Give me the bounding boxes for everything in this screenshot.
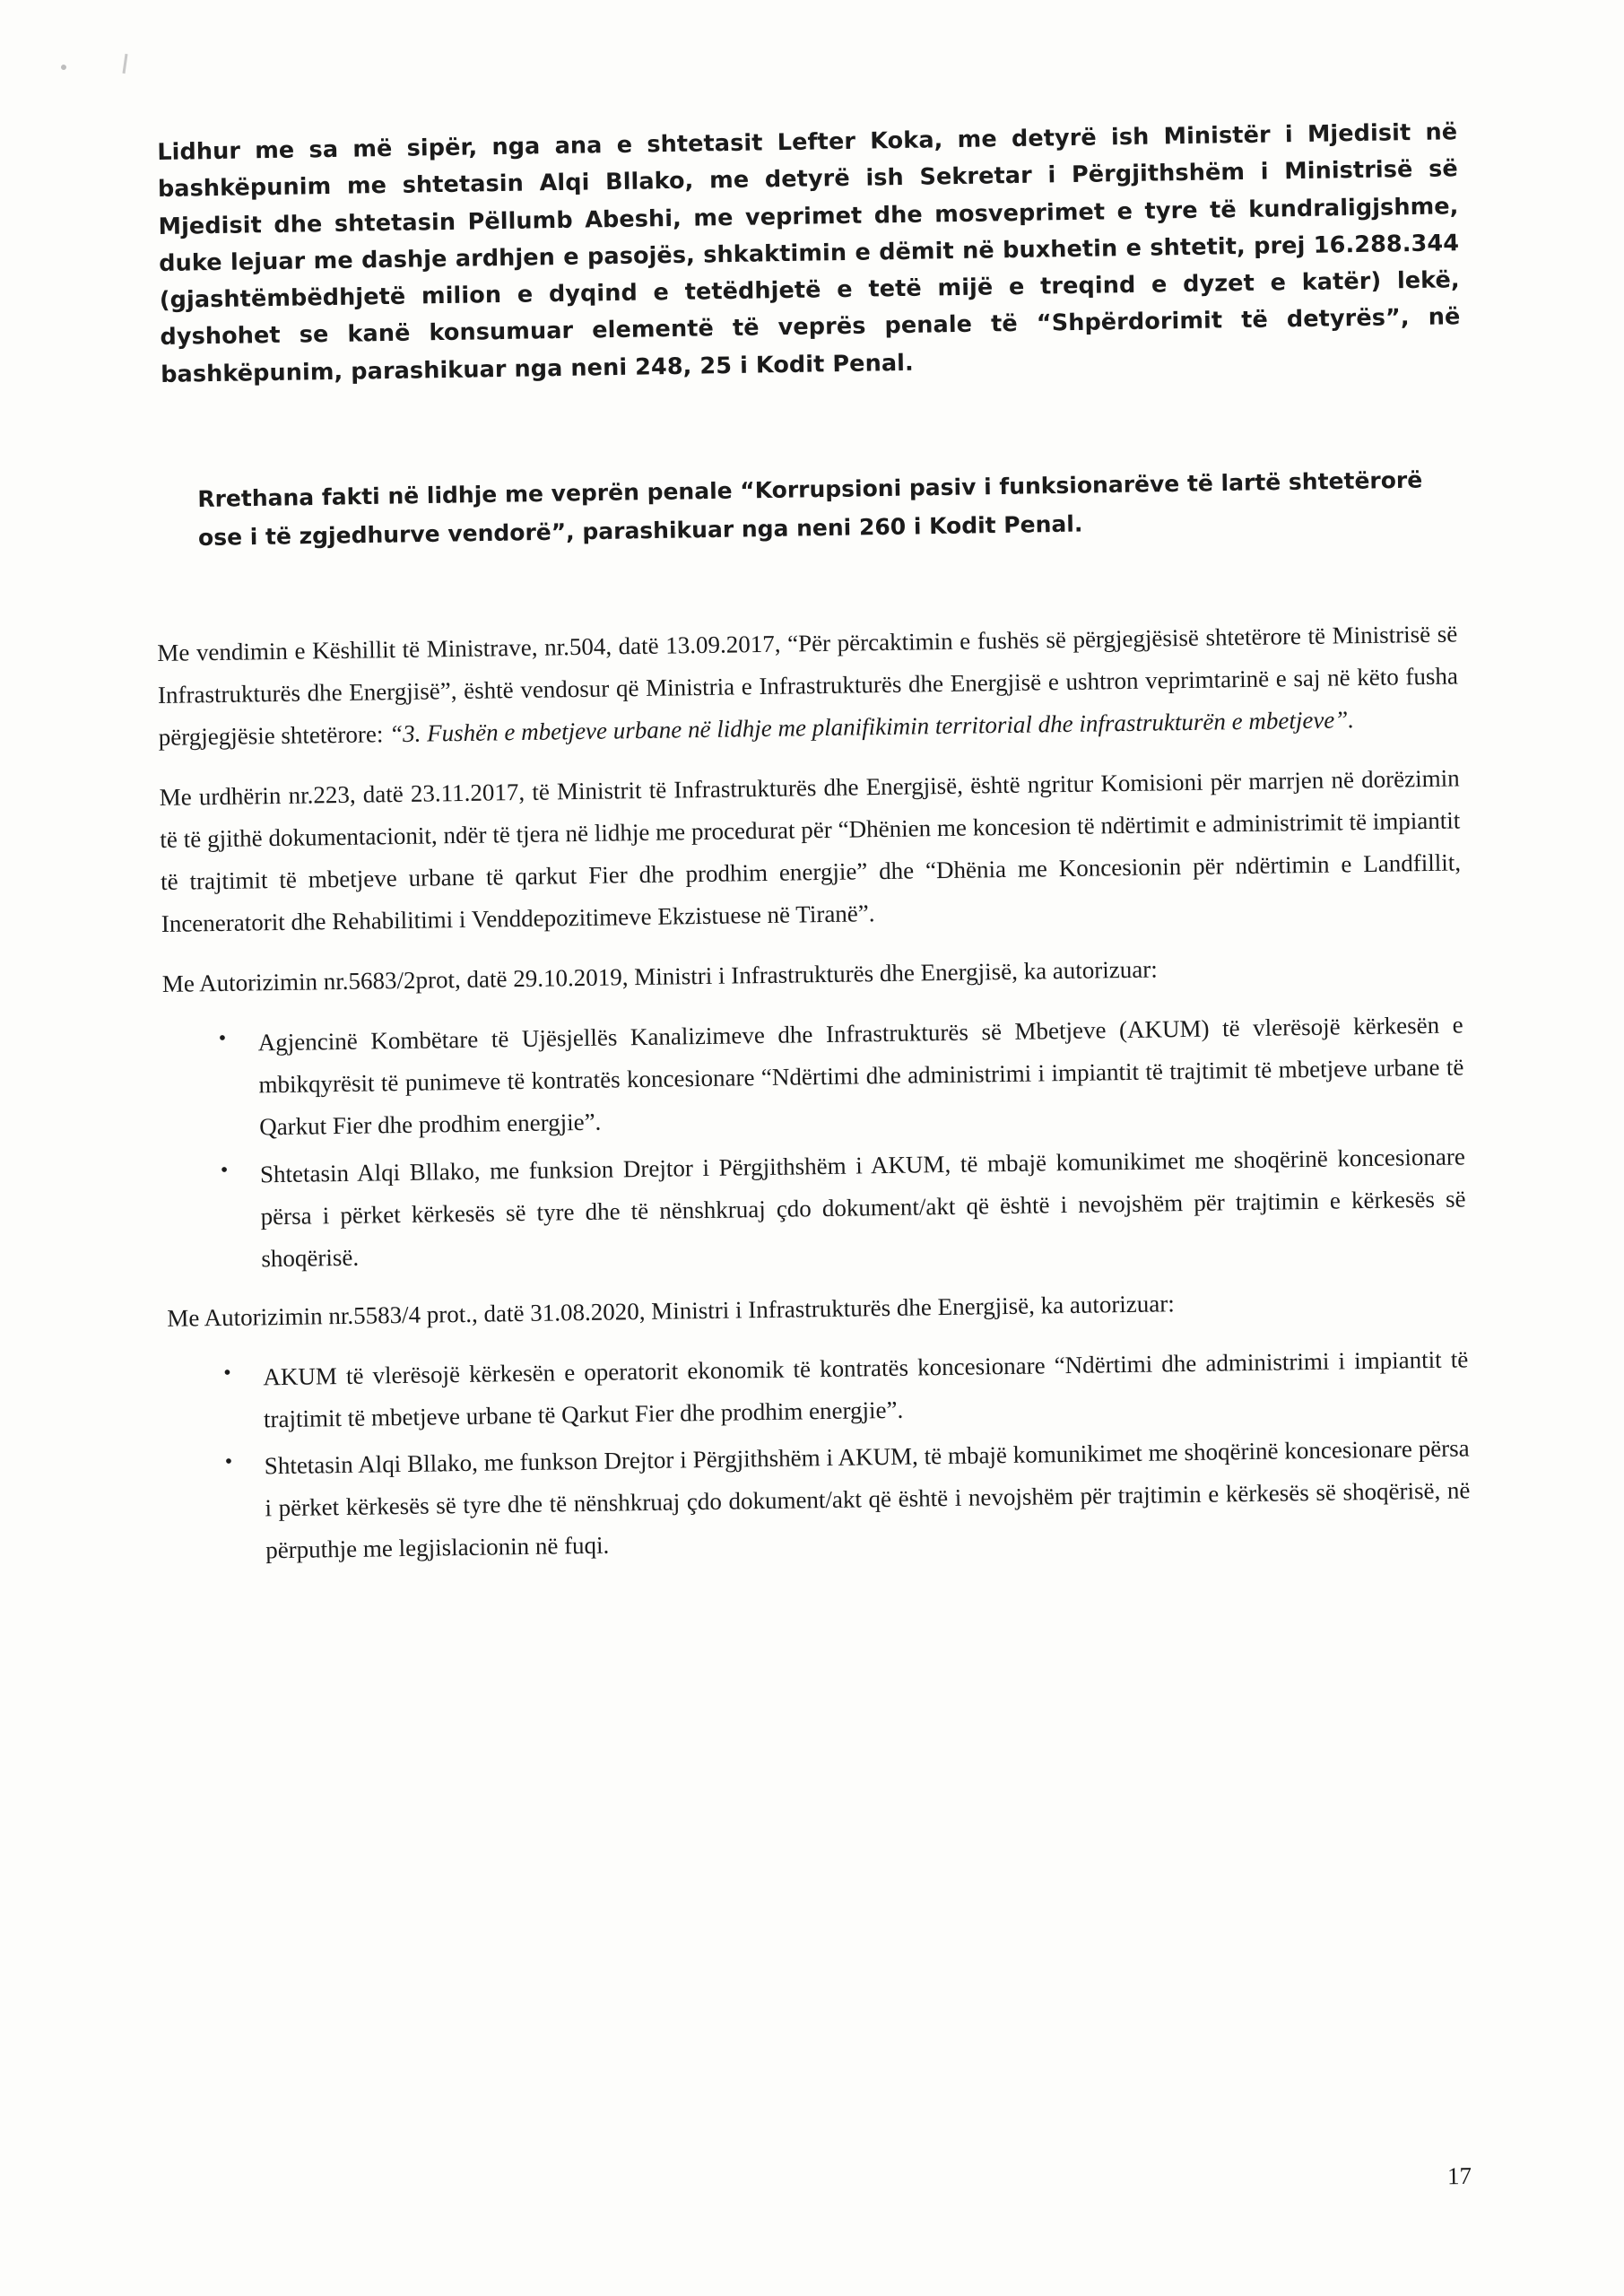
paragraph-autorizim-5583: Me Autorizimin nr.5583/4 prot., datë 31.08.2020, Ministri i Infrastrukturës dhe Energjisë, ka autorizuar:	[167, 1289, 1175, 1332]
paragraph-urdher-223: Me urdhërin nr.223, datë 23.11.2017, të Ministrit të Infrastrukturës dhe Energjisë, është ngritur Komisioni për marrjen në dorëzimin të të gjithë dokumentacionit, ndër të tjera në lidhje me procedurat për “Dhënien me koncesion të ndërtimit e administrimit të impiantit të trajtimit të mbetjeve urbane të qarkut Fier dhe prodhim energjie” dhe “Dhënia me Koncesionin për ndërtimin e Landfillit, Inceneratorit dhe Rehabilitimi i Venddepozitimeve Ekzistuese në Tiranë”.	[159, 764, 1462, 937]
page-number: 17	[1446, 2161, 1472, 2190]
list-item: • Shtetasin Alqi Bllako, me funkson Drejtor i Përgjithshëm i AKUM, të mbajë komunikimet me shoqërinë koncesionare përsa i përket kërkesës së tyre dhe të nënshkruaj çdo dokument/akt që është i nevojshëm për trajtimin e kërkesës së shoqërisë, në përputhje me legjislacionin në fuqi.	[169, 1428, 1471, 1573]
paragraph-vendim-504-lead: Me vendimin e Këshillit të Ministrave, nr.504, datë 13.09.2017, “Për përcaktimin e fushës së përgjegjësisë shtetërore të Ministrisë së Infrastrukturës dhe Energjisë”, është vendosur që Ministria e Infrastrukturës dhe Energjisë e ushtron veprimtarinë e saj në këto fusha përgjegjësie shtetërore:	[157, 620, 1459, 752]
bullet-list-first-authorization	[162, 1004, 1466, 1281]
bullet-list-second-authorization	[168, 1338, 1471, 1573]
list-item: • Shtetasin Alqi Bllako, me funksion Drejtor i Përgjithshëm i AKUM, të mbajë komunikimet me shoqërinë koncesionare përsa i përket kërkesës së tyre dhe të nënshkruaj çdo dokument/akt që është i nevojshëm për trajtimin e kërkesës së shoqërisë.	[165, 1135, 1467, 1281]
paragraph-vendim-504-italic: “3. Fushën e mbetjeve urbane në lidhje me planifikimin territorial dhe infrastrukturën e mbetjeve”.	[388, 706, 1355, 748]
body-text-region	[157, 613, 1471, 1574]
document-body	[157, 118, 1471, 1589]
scan-speck-icon	[60, 64, 66, 70]
scan-artifact-marks	[54, 54, 197, 99]
list-item: • AKUM të vlerësojë kërkesën e operatorit ekonomik të kontratës koncesionare “Ndërtimi dhe administrimi i impiantit të trajtimit të mbetjeve urbane të Qarkut Fier dhe prodhim energjie”.	[168, 1338, 1469, 1441]
scan-streak-icon	[122, 54, 127, 74]
paragraph-autorizim-5683: Me Autorizimin nr.5683/2prot, datë 29.10.2019, Ministri i Infrastrukturës dhe Energjisë, ka autorizuar:	[161, 955, 1158, 997]
intro-paragraph: Lidhur me sa më sipër, nga ana e shtetasit Lefter Koka, me detyrë ish Ministër i Mjedisit në bashkëpunim me shtetasin Alqi Bllako, me detyrë ish Sekretar i Përgjithshëm i Ministrisë së Mjedisit dhe shtetasin Pëllumb Abeshi, me veprimet dhe mosveprimet e tyre të kundraligjshme, duke lejuar me dashje ardhjen e pasojës, shkaktimin e dëmit në buxhetin e shtetit, prej 16.288.344 (gjashtëmbëdhjetë milion e dyqind e tetëdhjetë e tetë mijë e treqind e dyzet e katër) lekë, dyshohet se kanë konsumuar elementë të veprës penale të “Shpërdorimit të detyrës”, në bashkëpunim, parashikuar nga neni 248, 25 i Kodit Penal.	[157, 118, 1461, 388]
list-item: • Agjencinë Kombëtare të Ujësjellës Kanalizimeve dhe Infrastrukturës së Mbetjeve (AKUM) të vlerësojë kërkesën e mbikqyrësit të punimeve të kontratës koncesionare “Ndërtimi dhe administrimi i impiantit të trajtimit të mbetjeve urbane të Qarkut Fier dhe prodhim energjie”.	[162, 1004, 1464, 1149]
section-heading: Rrethana fakti në lidhje me veprën penale “Korrupsioni pasiv i funksionarëve të lartë shtetërorë ose i të zgjedhurve vendorë”, parashikuar nga neni 260 i Kodit Penal.	[197, 466, 1423, 552]
paragraph-vendim-504	[157, 613, 1459, 759]
